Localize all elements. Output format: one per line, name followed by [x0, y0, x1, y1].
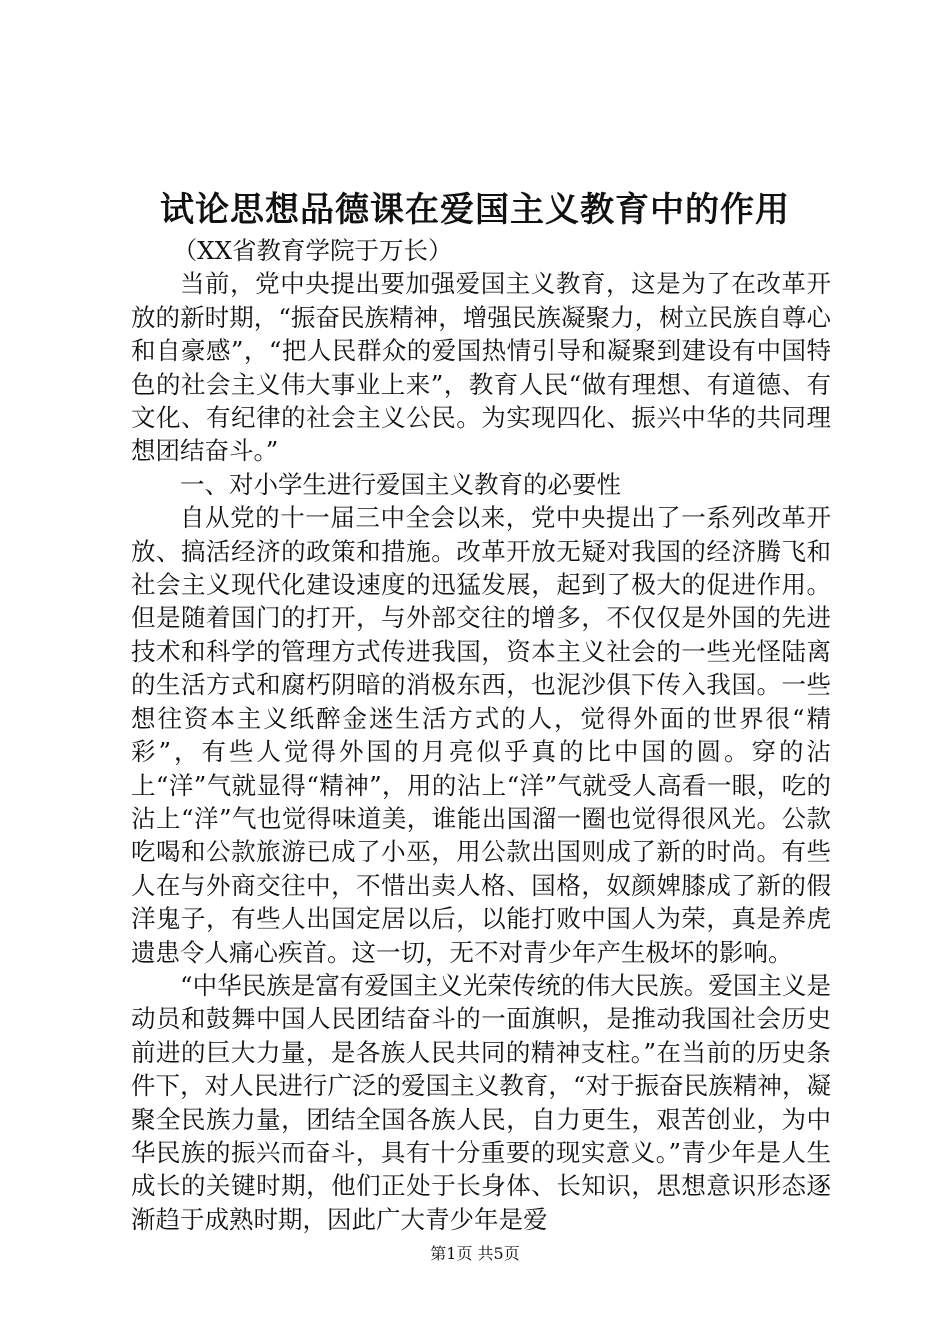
- author-byline: （XX省教育学院于万长）: [172, 236, 453, 265]
- paragraph-reform: 自从党的十一届三中全会以来，党中央提出了一系列改革开放、搞活经济的政策和措施。改革开放无疑对我国的经济腾飞和社会主义现代化建设速度的迅猛发展，起到了极大的促进作用。但是随着国门的打开，与外部交往的增多，不仅仅是外国的先进技术和科学的管理方式传进我国，资本主义社会的一些光怪陆离的生活方式和腐朽阴暗的消极东西，也泥沙俱下传入我国。一些想往资本主义纸醉金迷生活方式的人，觉得外面的世界很“精彩”，有些人觉得外国的月亮似乎真的比中国的圆。穿的沾上“洋”气就显得“精神”，用的沾上“洋”气就受人高看一眼，吃的沾上“洋”气也觉得味道美，谁能出国溜一圈也觉得很风光。公款吃喝和公款旅游已成了小巫，用公款出国则成了新的时尚。有些人在与外商交往中，不惜出卖人格、国格，奴颜婢膝成了新的假洋鬼子，有些人出国定居以后，以能打败中国人为荣，真是养虎遗患令人痛心疾首。这一切，无不对青少年产生极坏的影响。: [131, 503, 831, 967]
- paragraph-intro: 当前，党中央提出要加强爱国主义教育，这是为了在改革开放的新时期，“振奋民族精神，增强民族凝聚力，树立民族自尊心和自豪感”，“把人民群众的爱国热情引导和凝聚到建设有中国特色的社会主义伟大事业上来”，教育人民“做有理想、有道德、有文化、有纪律的社会主义公民。为实现四化、振兴中华的共同理想团结奋斗。”: [131, 269, 831, 466]
- page-indicator: 第1页 共5页: [430, 1244, 520, 1263]
- document-body: [131, 234, 831, 1236]
- section-heading: 一、对小学生进行爱国主义教育的必要性: [180, 469, 621, 499]
- paragraph-patriotism: “中华民族是富有爱国主义光荣传统的伟大民族。爱国主义是动员和鼓舞中国人民团结奋斗的一面旗帜，是推动我国社会历史前进的巨大力量，是各族人民共同的精神支柱。”在当前的历史条件下，对人民进行广泛的爱国主义教育，“对于振奋民族精神，凝聚全民族力量，团结全国各族人民，自力更生，艰苦创业，为中华民族的振兴而奋斗，具有十分重要的现实意义。”青少年是人生成长的关键时期，他们正处于长身体、长知识，思想意识形态逐渐趋于成熟时期，因此广大青少年是爱: [131, 970, 831, 1234]
- document-title: 试论思想品德课在爱国主义教育中的作用: [160, 190, 790, 230]
